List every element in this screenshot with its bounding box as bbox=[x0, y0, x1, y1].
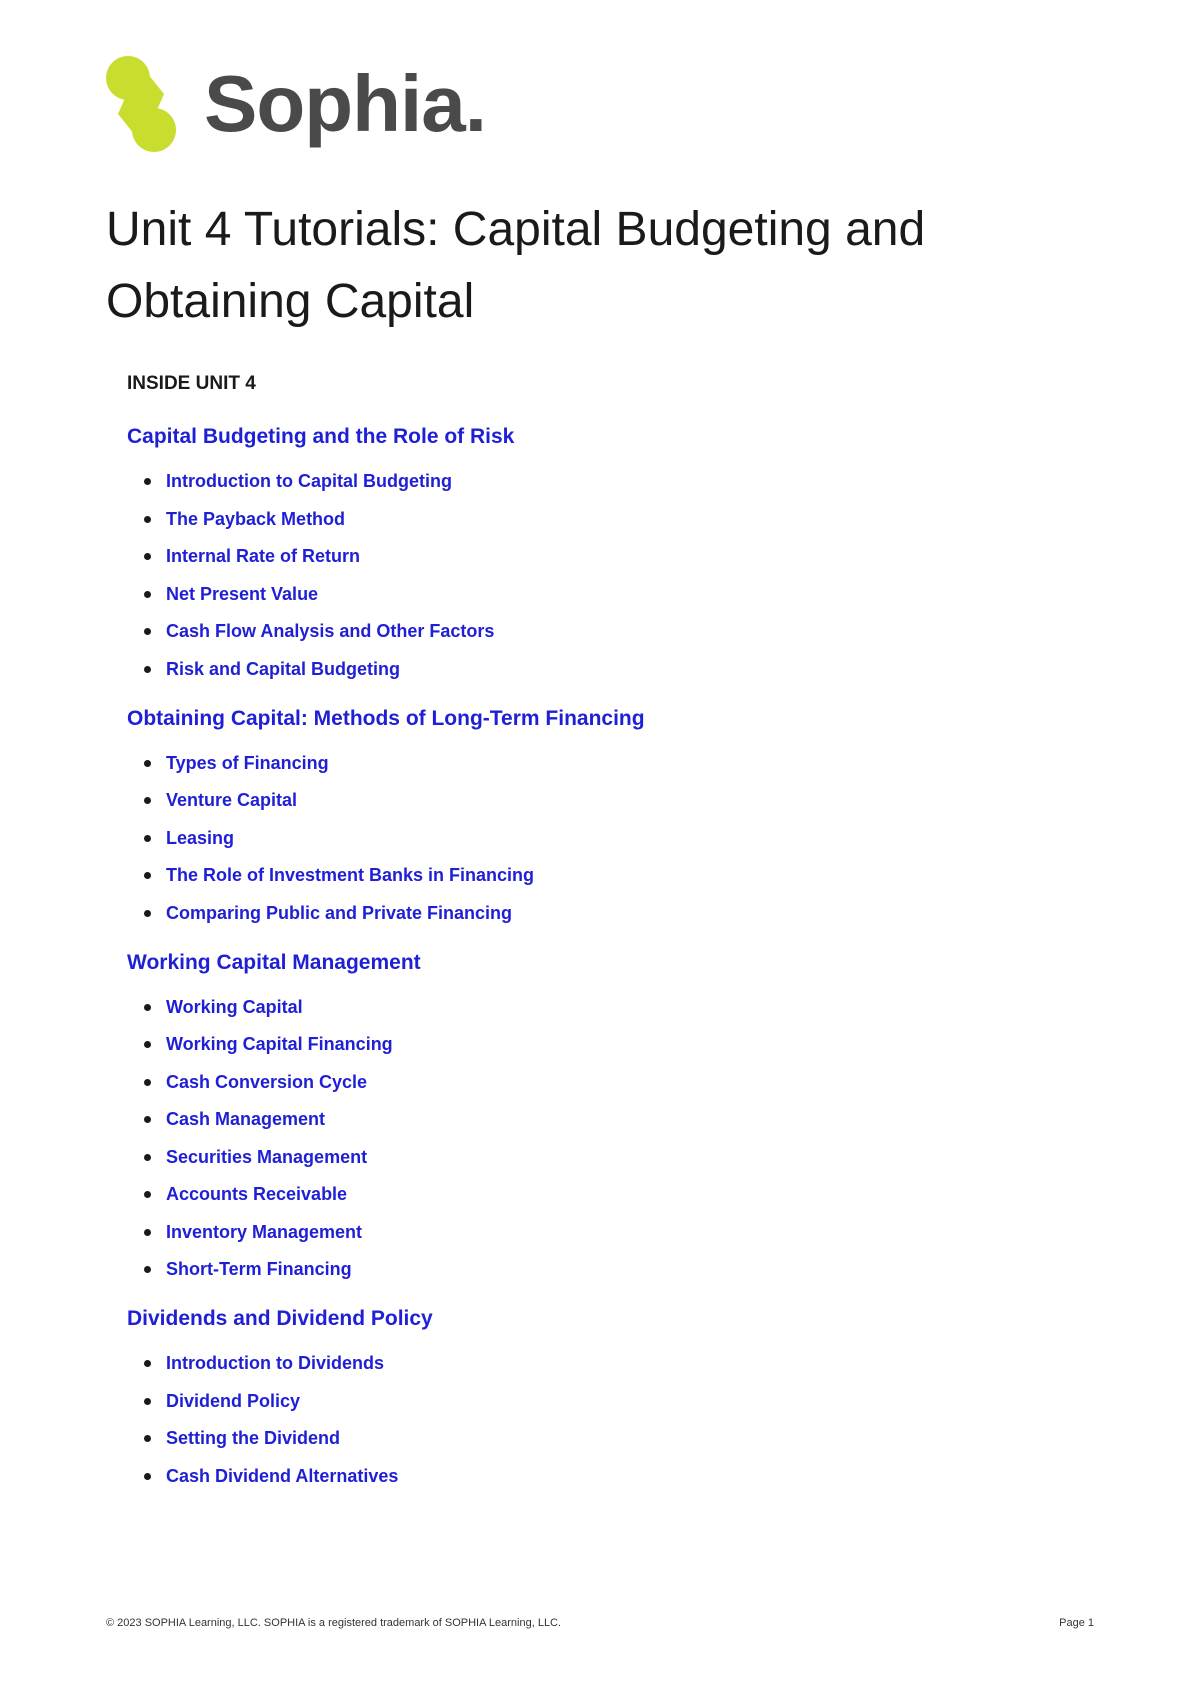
tutorial-link-label: Working Capital bbox=[166, 996, 303, 1017]
tutorial-link-label: Accounts Receivable bbox=[166, 1184, 348, 1204]
tutorial-link[interactable] bbox=[127, 1070, 1087, 1094]
bullet-icon bbox=[144, 1116, 151, 1123]
tutorial-link[interactable] bbox=[127, 582, 1087, 606]
bullet-icon bbox=[144, 516, 151, 523]
bullet-icon bbox=[144, 1398, 151, 1405]
bullet-icon bbox=[144, 797, 151, 804]
tutorial-list bbox=[127, 1351, 1087, 1488]
tutorial-link-label: Internal Rate of Return bbox=[166, 546, 361, 566]
tutorial-link-label: Dividend Policy bbox=[166, 1390, 301, 1411]
tutorial-link[interactable] bbox=[127, 826, 1087, 850]
tutorial-link-label: Inventory Management bbox=[166, 1221, 363, 1242]
tutorial-link-label: Types of Financing bbox=[166, 752, 329, 773]
bullet-icon bbox=[144, 478, 151, 485]
tutorial-link[interactable] bbox=[127, 751, 1087, 775]
section-heading-link[interactable]: Working Capital Management bbox=[127, 950, 421, 974]
tutorial-link[interactable] bbox=[127, 619, 1087, 643]
tutorial-link[interactable] bbox=[127, 1220, 1087, 1244]
bullet-icon bbox=[144, 1266, 151, 1273]
tutorial-link-label: Risk and Capital Budgeting bbox=[166, 658, 401, 679]
bullet-icon bbox=[144, 835, 151, 842]
bullet-icon bbox=[144, 1360, 151, 1367]
section-heading-link[interactable]: Capital Budgeting and the Role of Risk bbox=[127, 425, 515, 448]
sophia-logo bbox=[104, 54, 486, 154]
section-heading-link[interactable]: Obtaining Capital: Methods of Long-Term Financing bbox=[127, 706, 645, 730]
tutorial-link[interactable] bbox=[127, 507, 1087, 531]
tutorial-link[interactable] bbox=[127, 544, 1087, 568]
bullet-icon bbox=[144, 910, 151, 917]
tutorial-link[interactable] bbox=[127, 1389, 1087, 1413]
tutorial-link-label: The Role of Investment Banks in Financing bbox=[166, 865, 535, 885]
page-number: Page 1 bbox=[1059, 1617, 1094, 1629]
inside-unit-label: INSIDE UNIT 4 bbox=[127, 373, 256, 394]
bullet-icon bbox=[144, 1004, 151, 1011]
tutorial-list bbox=[127, 469, 1087, 681]
bullet-icon bbox=[144, 591, 151, 598]
tutorial-link[interactable] bbox=[127, 901, 1087, 925]
tutorial-link[interactable] bbox=[127, 1107, 1087, 1131]
tutorial-link-label: Working Capital Financing bbox=[166, 1034, 393, 1054]
tutorial-list bbox=[127, 751, 1087, 925]
tutorial-link[interactable] bbox=[127, 1351, 1087, 1375]
sophia-s-icon bbox=[104, 54, 178, 154]
tutorial-link[interactable] bbox=[127, 1426, 1087, 1450]
section-heading-link[interactable]: Dividends and Dividend Policy bbox=[127, 1307, 433, 1330]
unit-contents bbox=[127, 372, 1087, 1512]
tutorial-link-label: Cash Dividend Alternatives bbox=[166, 1465, 399, 1486]
tutorial-link-label: Securities Management bbox=[166, 1146, 368, 1167]
tutorial-link[interactable] bbox=[127, 788, 1087, 812]
bullet-icon bbox=[144, 1435, 151, 1442]
bullet-icon bbox=[144, 553, 151, 560]
tutorial-link-label: Introduction to Capital Budgeting bbox=[166, 471, 452, 491]
tutorial-link-label: Net Present Value bbox=[166, 583, 319, 604]
bullet-icon bbox=[144, 872, 151, 879]
tutorial-link[interactable] bbox=[127, 469, 1087, 493]
bullet-icon bbox=[144, 760, 151, 767]
bullet-icon bbox=[144, 1079, 151, 1086]
tutorial-link-label: Setting the Dividend bbox=[166, 1428, 341, 1448]
tutorial-link-label: Venture Capital bbox=[166, 790, 298, 810]
tutorial-link-label: The Payback Method bbox=[166, 508, 346, 529]
tutorial-link[interactable] bbox=[127, 1182, 1087, 1206]
tutorial-link[interactable] bbox=[127, 1464, 1087, 1488]
tutorial-list bbox=[127, 995, 1087, 1282]
copyright-notice: © 2023 SOPHIA Learning, LLC. SOPHIA is a registered trademark of SOPHIA Learning, LLC. bbox=[106, 1617, 562, 1629]
bullet-icon bbox=[144, 628, 151, 635]
tutorial-link[interactable] bbox=[127, 863, 1087, 887]
bullet-icon bbox=[144, 666, 151, 673]
bullet-icon bbox=[144, 1191, 151, 1198]
tutorial-link-label: Introduction to Dividends bbox=[166, 1353, 384, 1373]
tutorial-link[interactable] bbox=[127, 1032, 1087, 1056]
tutorial-link-label: Comparing Public and Private Financing bbox=[166, 902, 513, 923]
sections-container bbox=[127, 423, 1087, 1488]
tutorial-link[interactable] bbox=[127, 1145, 1087, 1169]
tutorial-link[interactable] bbox=[127, 657, 1087, 681]
bullet-icon bbox=[144, 1473, 151, 1480]
tutorial-link[interactable] bbox=[127, 995, 1087, 1019]
tutorial-link-label: Leasing bbox=[166, 827, 235, 848]
logo-wordmark: Sophia. bbox=[204, 59, 486, 148]
bullet-icon bbox=[144, 1041, 151, 1048]
tutorial-link-label: Cash Management bbox=[166, 1109, 326, 1129]
tutorial-link-label: Short-Term Financing bbox=[166, 1259, 352, 1279]
tutorial-link-label: Cash Conversion Cycle bbox=[166, 1071, 368, 1092]
bullet-icon bbox=[144, 1229, 151, 1236]
tutorial-link[interactable] bbox=[127, 1257, 1087, 1281]
bullet-icon bbox=[144, 1154, 151, 1161]
page-footer bbox=[106, 1617, 1094, 1629]
tutorial-link-label: Cash Flow Analysis and Other Factors bbox=[166, 621, 495, 641]
page-title: Unit 4 Tutorials: Capital Budgeting and Obtaining Capital bbox=[106, 203, 926, 328]
